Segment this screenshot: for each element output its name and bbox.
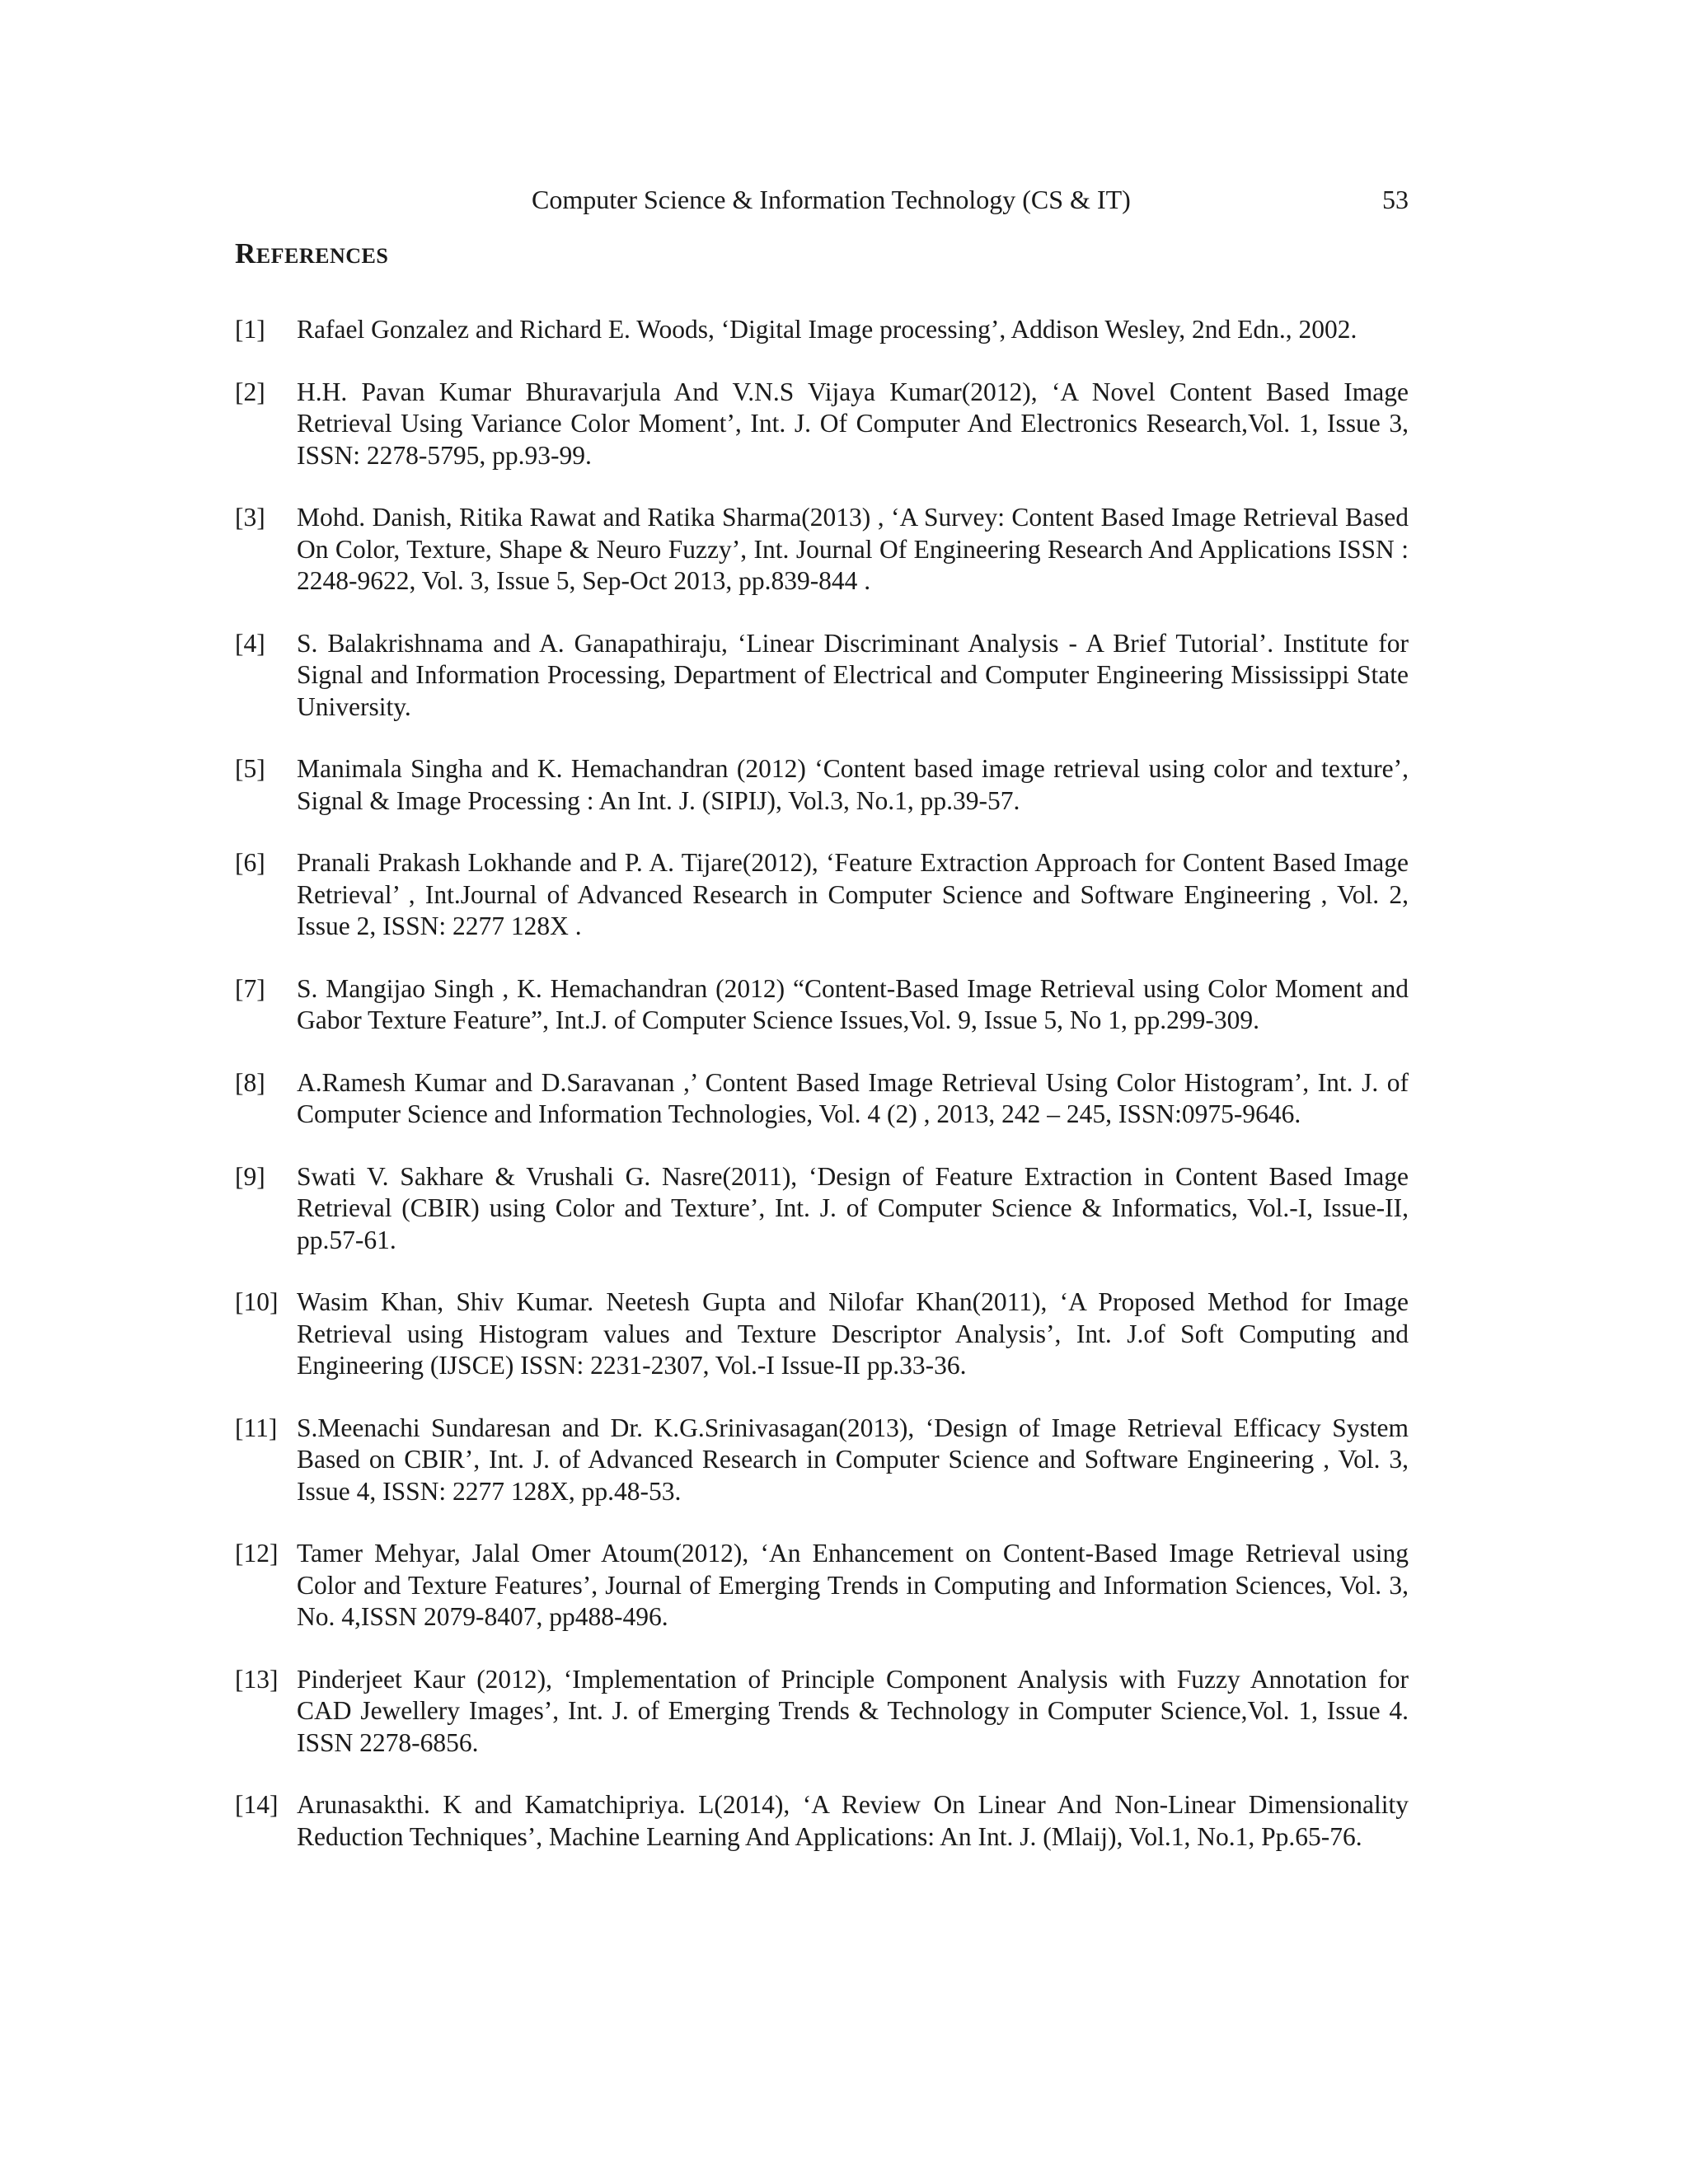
reference-item xyxy=(235,973,1409,1037)
running-head: Computer Science & Information Technology (CS & IT) xyxy=(532,185,1131,214)
reference-item xyxy=(235,628,1409,724)
reference-item xyxy=(235,753,1409,817)
reference-text: Arunasakthi. K and Kamatchipriya. L(2014), ‘A Review On Linear And Non-Linear Dimensionality Reduction Techniques’, Machine Learning And Applications: An Int. J. (Mlaij), Vol.1, No.1, Pp.65-76. xyxy=(297,1790,1409,1851)
reference-text: S. Mangijao Singh , K. Hemachandran (2012) “Content-Based Image Retrieval using Color Moment and Gabor Texture Feature”, Int.J. of Computer Science Issues,Vol. 9, Issue 5, No 1, pp.299-309. xyxy=(297,973,1409,1034)
reference-text: H.H. Pavan Kumar Bhuravarjula And V.N.S Vijaya Kumar(2012), ‘A Novel Content Based Image Retrieval Using Variance Color Moment’, Int. J. Of Computer And Electronics Research,Vol. 1, Issue 3, ISSN: 2278-5795, pp.93-99. xyxy=(297,377,1409,470)
reference-text: Manimala Singha and K. Hemachandran (2012) ‘Content based image retrieval using color and texture’, Signal & Image Processing : An Int. J. (SIPIJ), Vol.3, No.1, pp.39-57. xyxy=(297,754,1409,815)
reference-number: [13] xyxy=(235,1664,279,1694)
reference-list xyxy=(235,314,1409,1883)
reference-item xyxy=(235,1286,1409,1382)
reference-number: [6] xyxy=(235,848,265,877)
page-number: 53 xyxy=(1382,185,1409,214)
reference-number: [11] xyxy=(235,1413,278,1442)
reference-text: Swati V. Sakhare & Vrushali G. Nasre(2011), ‘Design of Feature Extraction in Content Based Image Retrieval (CBIR) using Color and Texture’, Int. J. of Computer Science & Informatics, Vol.-I, Issue-II, pp.57-61. xyxy=(297,1161,1409,1254)
reference-number: [9] xyxy=(235,1161,265,1191)
section-title-rest: EFERENCES xyxy=(256,244,389,268)
reference-item xyxy=(235,1789,1409,1853)
reference-item xyxy=(235,314,1409,346)
reference-number: [4] xyxy=(235,628,265,658)
reference-number: [12] xyxy=(235,1539,279,1568)
reference-item xyxy=(235,1067,1409,1131)
reference-number: [3] xyxy=(235,503,265,532)
reference-text: A.Ramesh Kumar and D.Saravanan ,’ Content Based Image Retrieval Using Color Histogram’, Int. J. of Computer Science and Information Technologies, Vol. 4 (2) , 2013, 242 – 245, ISSN:0975-9646. xyxy=(297,1067,1409,1128)
reference-item xyxy=(235,502,1409,598)
reference-text: Pranali Prakash Lokhande and P. A. Tijare(2012), ‘Feature Extraction Approach for Content Based Image Retrieval’ , Int.Journal of Advanced Research in Computer Science and Software Engineering , Vol. 2, Issue 2, ISSN: 2277 128X . xyxy=(297,848,1409,940)
reference-text: Wasim Khan, Shiv Kumar. Neetesh Gupta and Nilofar Khan(2011), ‘A Proposed Method for Image Retrieval using Histogram values and Texture Descriptor Analysis’, Int. J.of Soft Computing and Engineering (IJSCE) ISSN: 2231-2307, Vol.-I Issue-II pp.33-36. xyxy=(297,1287,1409,1380)
reference-item xyxy=(235,1664,1409,1760)
reference-number: [2] xyxy=(235,377,265,406)
reference-text: Rafael Gonzalez and Richard E. Woods, ‘Digital Image processing’, Addison Wesley, 2nd Edn., 2002. xyxy=(297,315,1357,344)
reference-item xyxy=(235,1538,1409,1633)
reference-text: Pinderjeet Kaur (2012), ‘Implementation of Principle Component Analysis with Fuzzy Annotation for CAD Jewellery Images’, Int. J. of Emerging Trends & Technology in Computer Science,Vol. 1, Issue 4. ISSN 2278-6856. xyxy=(297,1664,1409,1757)
reference-number: [14] xyxy=(235,1790,279,1819)
reference-text: Tamer Mehyar, Jalal Omer Atoum(2012), ‘An Enhancement on Content-Based Image Retrieval using Color and Texture Features’, Journal of Emerging Trends in Computing and Information Sciences, Vol. 3, No. 4,ISSN 2079-8407, pp488-496. xyxy=(297,1539,1409,1631)
reference-text: S.Meenachi Sundaresan and Dr. K.G.Srinivasagan(2013), ‘Design of Image Retrieval Efficacy System Based on CBIR’, Int. J. of Advanced Research in Computer Science and Software Engineering , Vol. 3, Issue 4, ISSN: 2277 128X, pp.48-53. xyxy=(297,1413,1409,1506)
reference-item xyxy=(235,1161,1409,1257)
reference-text: Mohd. Danish, Ritika Rawat and Ratika Sharma(2013) , ‘A Survey: Content Based Image Retrieval Based On Color, Texture, Shape & Neuro Fuzzy’, Int. Journal Of Engineering Research And Applications ISSN : 2248-9622, Vol. 3, Issue 5, Sep-Oct 2013, pp.839-844 . xyxy=(297,503,1409,595)
section-title-initial: R xyxy=(235,237,256,269)
reference-text: S. Balakrishnama and A. Ganapathiraju, ‘Linear Discriminant Analysis - A Brief Tutorial’. Institute for Signal and Information Processing, Department of Electrical and Computer Engineering Mississippi State University. xyxy=(297,628,1409,721)
reference-number: [1] xyxy=(235,315,265,344)
reference-number: [8] xyxy=(235,1067,265,1097)
reference-item xyxy=(235,377,1409,472)
reference-number: [10] xyxy=(235,1287,279,1316)
reference-number: [7] xyxy=(235,973,265,1003)
reference-item xyxy=(235,1413,1409,1508)
section-title xyxy=(235,237,388,273)
reference-number: [5] xyxy=(235,754,265,783)
reference-item xyxy=(235,847,1409,943)
